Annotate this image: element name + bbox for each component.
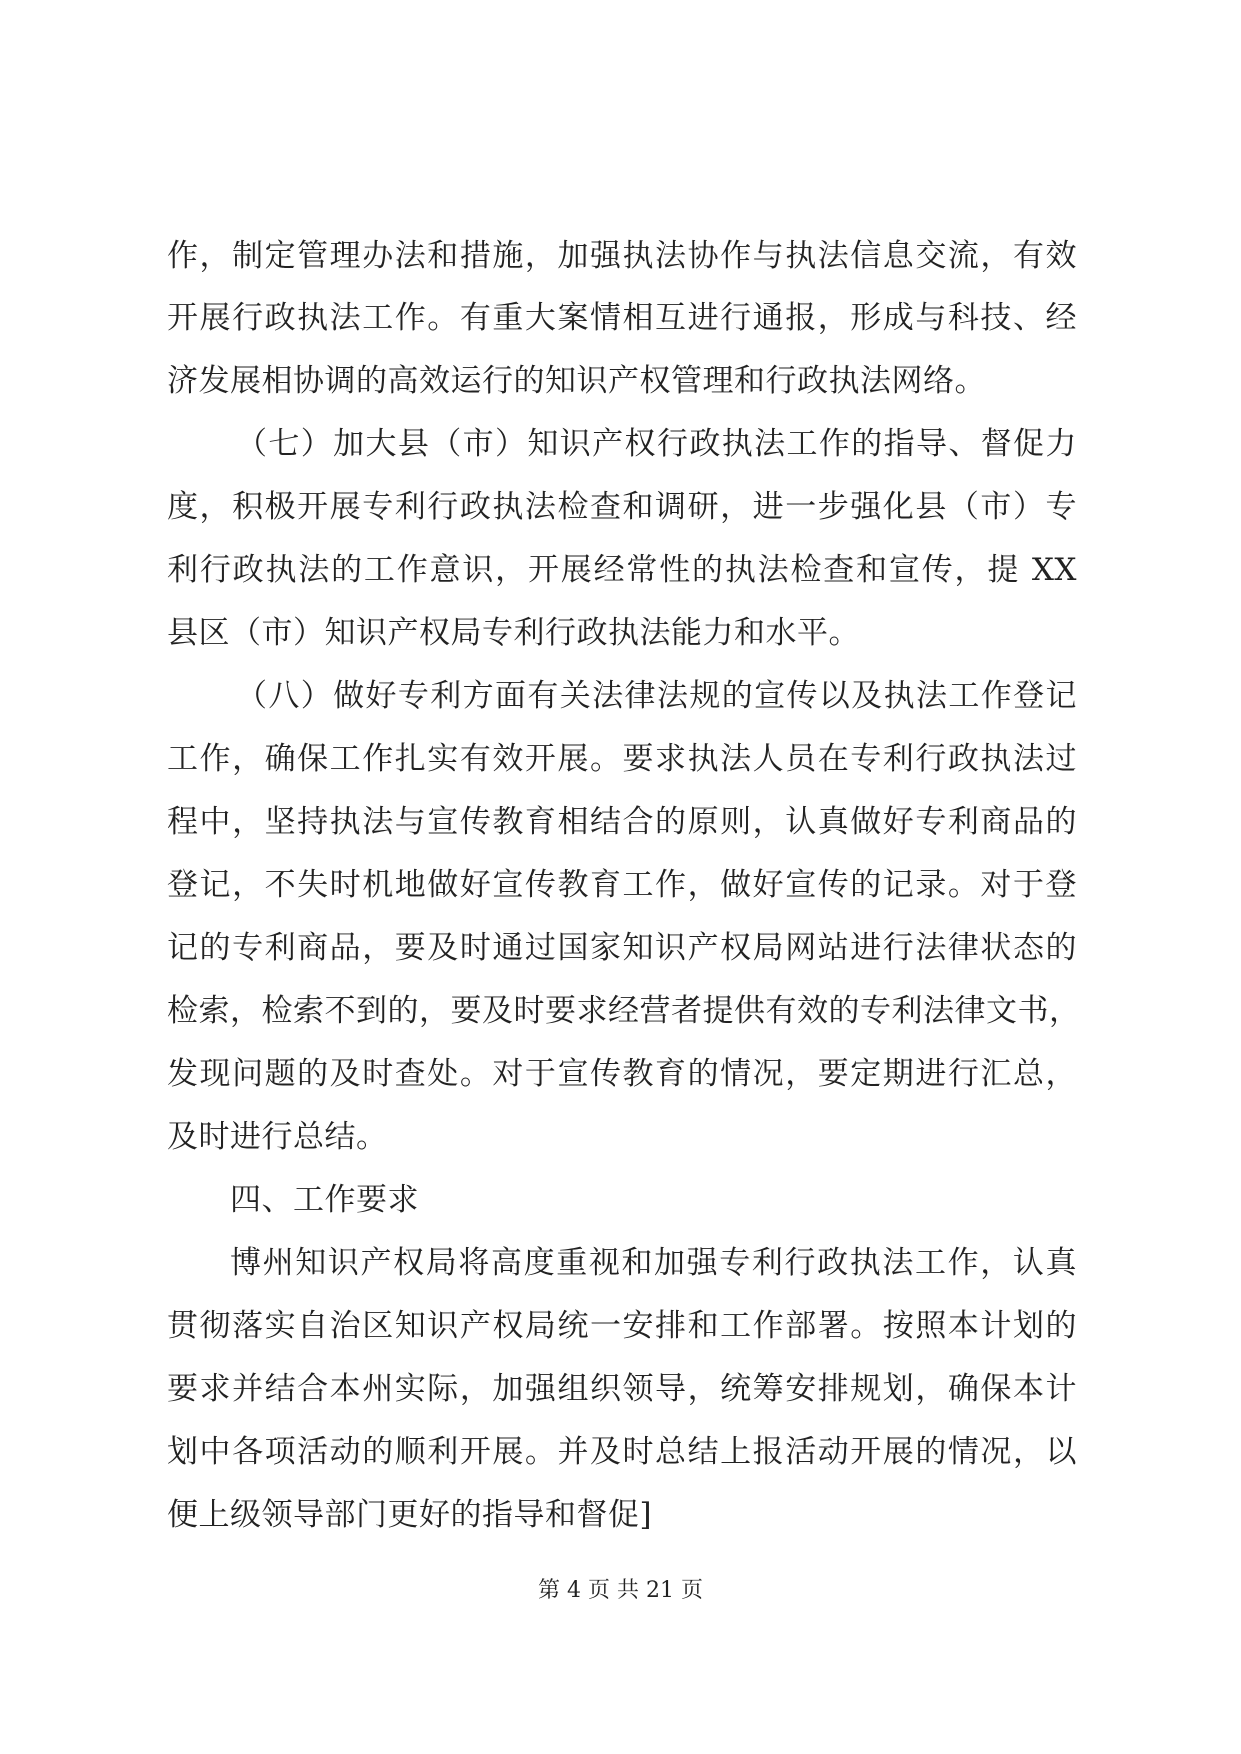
paragraph-line: 工作，确保工作扎实有效开展。要求执法人员在专利行政执法过 [167,741,1077,777]
section-heading: 四、工作要求 [230,1182,419,1218]
paragraph-line: 作，制定管理办法和措施，加强执法协作与执法信息交流，有效 [167,238,1077,274]
paragraph-line: 划中各项活动的顺利开展。并及时总结上报活动开展的情况，以 [167,1434,1077,1470]
paragraph-line: 要求并结合本州实际，加强组织领导，统筹安排规划，确保本计 [167,1371,1077,1407]
paragraph-line: 县区（市）知识产权局专利行政执法能力和水平。 [167,615,860,651]
paragraph-line: 检索，检索不到的，要及时要求经营者提供有效的专利法律文书， [167,993,1081,1029]
paragraph-line: 记的专利商品，要及时通过国家知识产权局网站进行法律状态的 [167,930,1077,966]
paragraph-line: 贯彻落实自治区知识产权局统一安排和工作部署。按照本计划的 [167,1308,1077,1344]
paragraph-line: 登记，不失时机地做好宣传教育工作，做好宣传的记录。对于登 [167,867,1077,903]
paragraph-line: 度，积极开展专利行政执法检查和调研，进一步强化县（市）专 [167,489,1077,525]
paragraph-line: 济发展相协调的高效运行的知识产权管理和行政执法网络。 [167,363,986,399]
paragraph-line: 及时进行总结。 [167,1119,388,1155]
paragraph-line: 开展行政执法工作。有重大案情相互进行通报，形成与科技、经 [167,300,1077,336]
paragraph-line: 程中，坚持执法与宣传教育相结合的原则，认真做好专利商品的 [167,804,1077,840]
paragraph-line: （七）加大县（市）知识产权行政执法工作的指导、督促力 [236,426,1077,462]
paragraph-line: 利行政执法的工作意识，开展经常性的执法检查和宣传，提 XX [167,552,1077,588]
paragraph-line: 发现问题的及时查处。对于宣传教育的情况，要定期进行汇总， [167,1056,1077,1092]
paragraph-line: 博州知识产权局将高度重视和加强专利行政执法工作，认真 [230,1245,1077,1281]
page-number-footer: 第 4 页 共 21 页 [538,1578,703,1603]
paragraph-line: 便上级领导部门更好的指导和督促] [167,1497,653,1533]
paragraph-line: （八）做好专利方面有关法律法规的宣传以及执法工作登记 [236,678,1077,714]
